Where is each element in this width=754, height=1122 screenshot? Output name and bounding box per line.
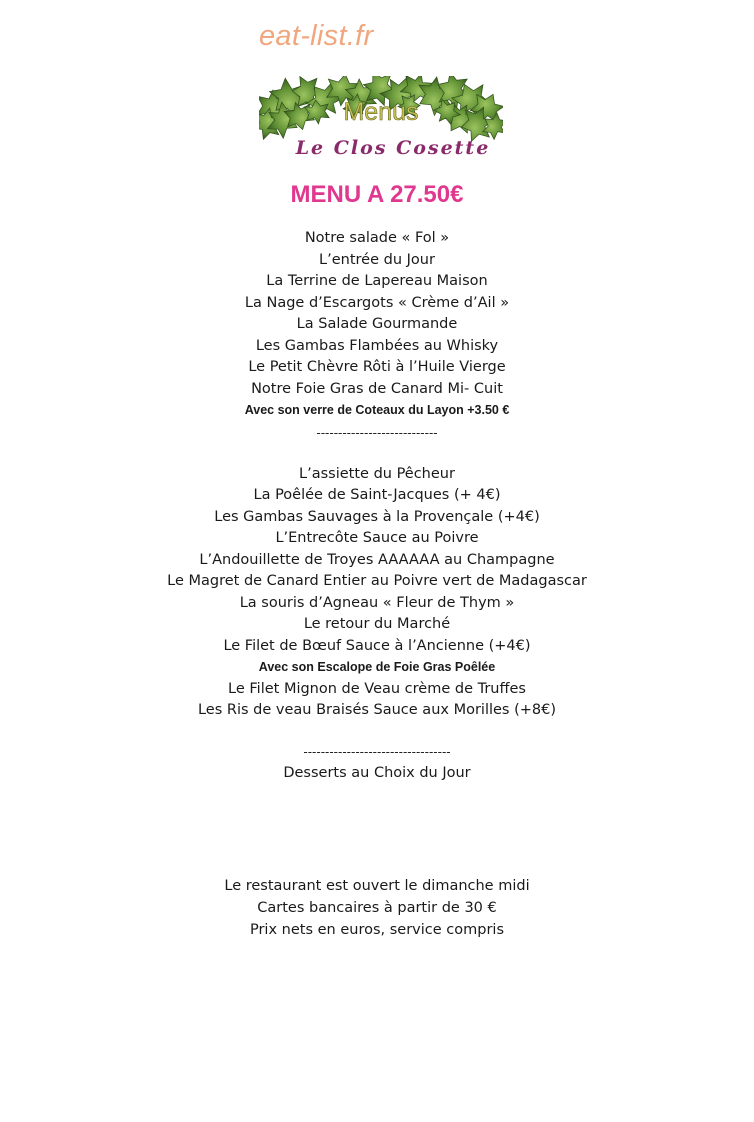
logo-title: Menus — [343, 98, 419, 126]
main-item: Le Filet de Bœuf Sauce à l’Ancienne (+4€) — [223, 637, 531, 654]
starter-item: La Nage d’Escargots « Crème d’Ail » — [244, 294, 510, 311]
watermark: eat-list.fr — [259, 20, 374, 52]
main-item: La souris d’Agneau « Fleur de Thym » — [239, 594, 515, 611]
vine-leaves-logo — [259, 76, 503, 162]
mains-list-continued — [0, 679, 754, 722]
main-item: Le Filet Mignon de Veau crème de Truffes — [228, 680, 526, 697]
footer-line: Le restaurant est ouvert le dimanche midi — [224, 878, 530, 894]
main-item: La Poêlée de Saint-Jacques (+ 4€) — [253, 487, 501, 503]
starter-note: Avec son verre de Coteaux du Layon +3.50 € — [244, 403, 510, 417]
footer-lines — [0, 875, 754, 941]
starter-item: Notre Foie Gras de Canard Mi- Cuit — [251, 380, 503, 397]
restaurant-logo — [259, 76, 503, 162]
main-item: L’Andouillette de Troyes AAAAAA au Champagne — [199, 551, 555, 568]
main-item: L’Entrecôte Sauce au Poivre — [275, 530, 479, 546]
starter-item: L’entrée du Jour — [319, 251, 435, 268]
dessert-line: Desserts au Choix du Jour — [283, 764, 471, 781]
footer-line: Prix nets en euros, service compris — [249, 922, 504, 938]
footer-line: Cartes bancaires à partir de 30 € — [257, 900, 497, 916]
starter-item: Le Petit Chèvre Rôti à l’Huile Vierge — [248, 359, 506, 375]
main-item: Les Gambas Sauvages à la Provençale (+4€) — [214, 508, 540, 525]
main-item: L’assiette du Pêcheur — [299, 465, 455, 482]
main-item: Les Ris de veau Braisés Sauce aux Morilles (+8€) — [197, 702, 557, 718]
main-item: Le retour du Marché — [303, 616, 451, 632]
starters-list — [0, 228, 754, 400]
starter-item: La Terrine de Lapereau Maison — [266, 273, 488, 289]
separator-1: ---------------------------- — [316, 425, 438, 440]
spacer — [0, 722, 754, 742]
main-item: Le Magret de Canard Entier au Poivre vert de Madagascar — [167, 573, 587, 589]
logo-name: Le Clos Cosette — [295, 137, 491, 159]
menu-title: MENU A 27.50€ — [290, 181, 464, 208]
mains-list — [0, 464, 754, 658]
starter-item: Notre salade « Fol » — [304, 230, 450, 246]
starter-item: Les Gambas Flambées au Whisky — [255, 337, 499, 354]
menu-body — [0, 228, 754, 784]
spacer — [0, 444, 754, 464]
starter-item: La Salade Gourmande — [296, 316, 458, 332]
footer-info — [0, 875, 754, 941]
main-note: Avec son Escalope de Foie Gras Poêlée — [258, 660, 496, 674]
separator-2: ---------------------------------- — [303, 744, 451, 759]
